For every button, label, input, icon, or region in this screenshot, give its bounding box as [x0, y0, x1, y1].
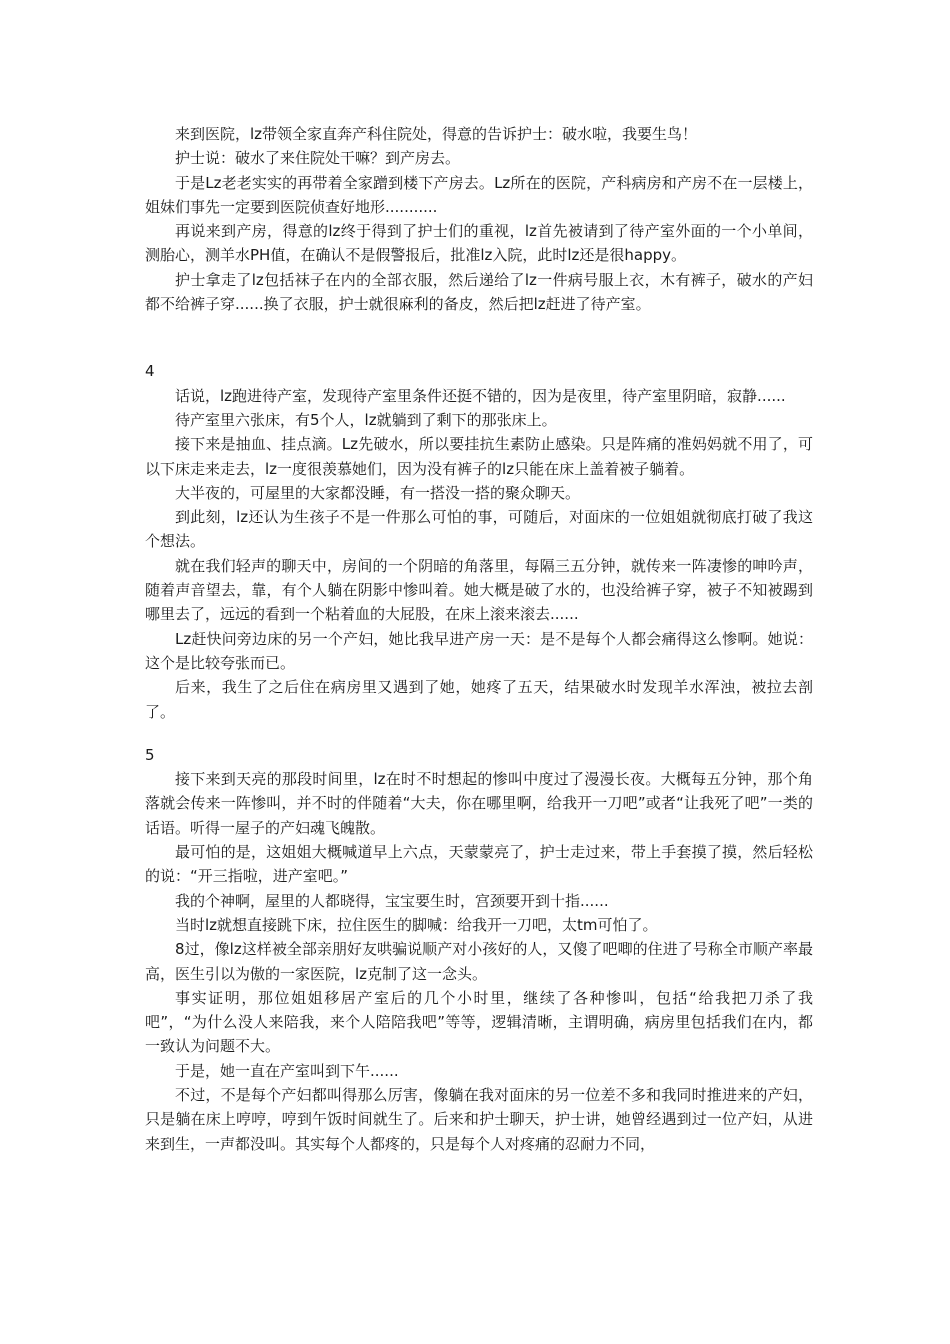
paragraph: 护士拿走了lz包括袜子在内的全部衣服，然后递给了lz一件病号服上衣，木有裤子，破水的产妇都不给裤子穿......换了衣服，护士就很麻利的备皮，然后把lz赶进了待产室。 [145, 270, 813, 314]
paragraph: 我的个神啊，屋里的人都晓得，宝宝要生时，宫颈要开到十指...... [175, 891, 609, 910]
paragraph: 后来，我生了之后住在病房里又遇到了她，她疼了五天，结果破水时发现羊水浑浊，被拉去剖了。 [145, 678, 813, 721]
paragraph: 8过，像lz这样被全部亲朋好友哄骗说顺产对小孩好的人，又傻了吧唧的住进了号称全市顺产率最高，医生引以为傲的一家医院，lz克制了这一念头。 [145, 940, 813, 983]
paragraph: 当时lz就想直接跳下床，拉住医生的脚喊：给我开一刀吧，太tm可怕了。 [175, 915, 658, 934]
document-page [145, 122, 813, 1156]
paragraph: 来到医院，lz带领全家直奔产科住院处，得意的告诉护士：破水啦，我要生鸟！ [175, 125, 698, 143]
section-4 [145, 359, 813, 723]
paragraph: 话说，lz跑进待产室，发现待产室里条件还挺不错的，因为是夜里，待产室里阴暗，寂静...... [175, 386, 786, 405]
paragraph: 于是Lz老老实实的再带着全家蹭到楼下产房去。Lz所在的医院，产科病房和产房不在一层楼上，姐妹们事先一定要到医院侦查好地形........... [145, 173, 813, 216]
paragraph: 接下来到天亮的那段时间里，lz在时不时想起的惨叫中度过了漫漫长夜。大概每五分钟，那个角落就会传来一阵惨叫，并不时的伴随着“大夫，你在哪里啊，给我开一刀吧”或者“让我死了吧”一类的话语。听得一屋子的产妇魂飞魄散。 [145, 770, 813, 837]
paragraph: Lz赶快问旁边床的另一个产妇，她比我早进产房一天：是不是每个人都会痛得这么惨啊。她说：这个是比较夸张而已。 [145, 629, 813, 672]
paragraph: 最可怕的是，这姐姐大概喊道早上六点，天蒙蒙亮了，护士走过来，带上手套摸了摸，然后轻松的说：“开三指啦，进产室吧。” [145, 843, 813, 886]
section-number: 5 [145, 745, 155, 764]
paragraph: 护士说：破水了来住院处干嘛？到产房去。 [175, 149, 461, 168]
section-5 [145, 743, 813, 1156]
paragraph: 到此刻，lz还认为生孩子不是一件那么可怕的事，可随后，对面床的一位姐姐就彻底打破了我这个想法。 [145, 508, 813, 551]
paragraph: 大半夜的，可屋里的大家都没睡，有一搭没一搭的聚众聊天。 [175, 483, 581, 502]
paragraph: 就在我们轻声的聊天中，房间的一个阴暗的角落里，每隔三五分钟，就传来一阵凄惨的呻吟声，随着声音望去，靠，有个人躺在阴影中惨叫着。她大概是破了水的，也没给裤子穿，被子不知被踢到哪里去了，远远的看到一个粘着血的大屁股，在床上滚来滚去...... [145, 556, 813, 624]
spacer [145, 316, 813, 359]
section-intro [145, 122, 813, 316]
paragraph: 于是，她一直在产室叫到下午...... [175, 1061, 399, 1080]
spacer [145, 724, 813, 743]
paragraph: 待产室里六张床，有5个人，lz就躺到了剩下的那张床上。 [175, 410, 557, 429]
paragraph: 事实证明，那位姐姐移居产室后的几个小时里，继续了各种惨叫，包括“给我把刀杀了我吧”，“为什么没人来陪我，来个人陪陪我吧”等等，逻辑清晰，主谓明确，病房里包括我们在内，都一致认为问题不大。 [145, 988, 813, 1056]
paragraph: 接下来是抽血、挂点滴。Lz先破水，所以要挂抗生素防止感染。只是阵痛的准妈妈就不用了，可以下床走来走去，lz一度很羡慕她们，因为没有裤子的lz只能在床上盖着被子躺着。 [145, 435, 813, 478]
paragraph: 再说来到产房，得意的lz终于得到了护士们的重视，lz首先被请到了待产室外面的一个小单间，测胎心，测羊水PH值，在确认不是假警报后，批准lz入院，此时lz还是很happy。 [145, 222, 813, 265]
section-number: 4 [145, 362, 155, 381]
paragraph: 不过，不是每个产妇都叫得那么厉害，像躺在我对面床的另一位差不多和我同时推进来的产妇，只是躺在床上哼哼，哼到午饭时间就生了。后来和护士聊天，护士讲，她曾经遇到过一位产妇，从进来到生，一声都没叫。其实每个人都疼的，只是每个人对疼痛的忍耐力不同， [145, 1085, 813, 1153]
